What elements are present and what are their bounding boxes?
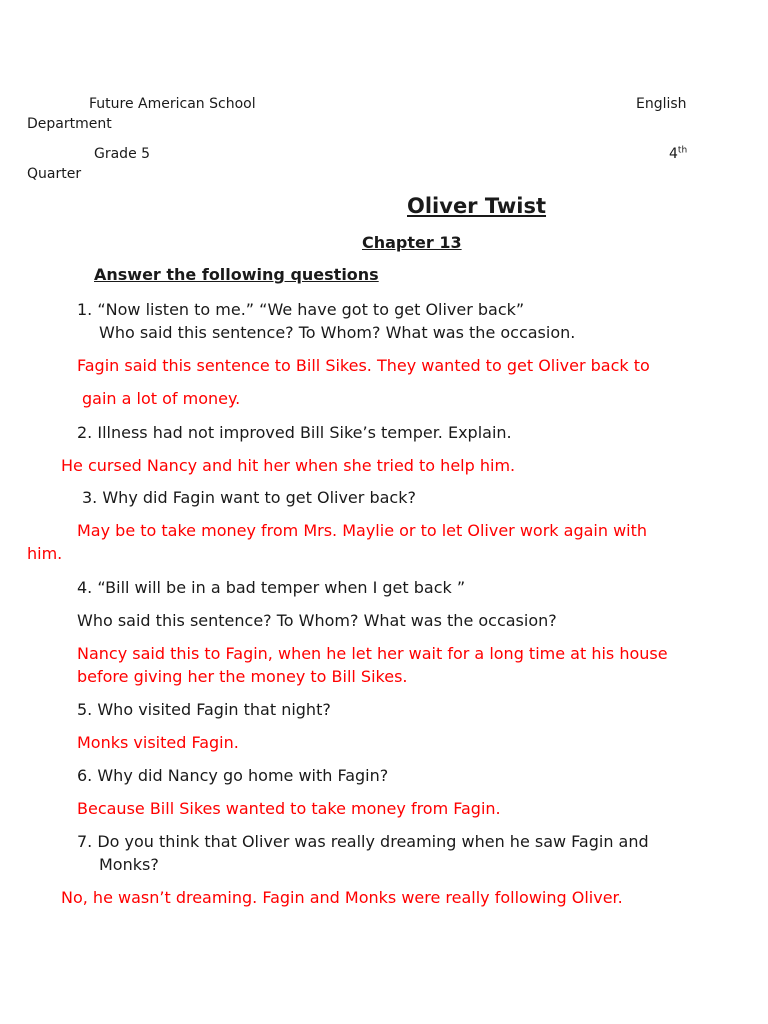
question-4-cont: Who said this sentence? To Whom? What was the occasion? bbox=[77, 611, 557, 630]
question-2: 2. Illness had not improved Bill Sike’s temper. Explain. bbox=[77, 423, 512, 442]
question-1-cont: Who said this sentence? To Whom? What was the occasion. bbox=[99, 323, 576, 342]
question-5: 5. Who visited Fagin that night? bbox=[77, 700, 331, 719]
answer-5: Monks visited Fagin. bbox=[77, 733, 239, 752]
answer-3: May be to take money from Mrs. Maylie or to let Oliver work again with bbox=[77, 521, 648, 540]
answer-6: Because Bill Sikes wanted to take money from Fagin. bbox=[77, 799, 501, 818]
question-4: 4. “Bill will be in a bad temper when I get back ” bbox=[77, 578, 466, 597]
answer-1-cont: gain a lot of money. bbox=[82, 389, 241, 408]
answer-2: He cursed Nancy and hit her when she tried to help him. bbox=[61, 456, 516, 475]
page-title: Oliver Twist bbox=[407, 194, 547, 218]
question-7: 7. Do you think that Oliver was really dreaming when he saw Fagin and bbox=[77, 832, 649, 851]
question-3: 3. Why did Fagin want to get Oliver back? bbox=[82, 488, 416, 507]
answer-7: No, he wasn’t dreaming. Fagin and Monks were really following Oliver. bbox=[61, 888, 623, 907]
department-label-cont: Department bbox=[27, 116, 112, 132]
question-1: 1. “Now listen to me.” “We have got to get Oliver back” bbox=[77, 300, 525, 319]
instruction-heading: Answer the following questions bbox=[94, 265, 379, 284]
answer-3-cont: him. bbox=[27, 544, 63, 563]
question-7-cont: Monks? bbox=[99, 855, 159, 874]
answer-4-cont: before giving her the money to Bill Sikes. bbox=[77, 667, 408, 686]
quarter-label: Quarter bbox=[27, 166, 82, 182]
department-label: English bbox=[636, 96, 687, 112]
answer-4: Nancy said this to Fagin, when he let her wait for a long time at his house bbox=[77, 644, 668, 663]
answer-1: Fagin said this sentence to Bill Sikes. They wanted to get Oliver back to bbox=[77, 356, 650, 375]
question-6: 6. Why did Nancy go home with Fagin? bbox=[77, 766, 389, 785]
school-name: Future American School bbox=[89, 96, 256, 112]
chapter-title: Chapter 13 bbox=[362, 233, 462, 252]
grade-label: Grade 5 bbox=[94, 146, 151, 162]
quarter-number: 4th bbox=[669, 145, 688, 162]
